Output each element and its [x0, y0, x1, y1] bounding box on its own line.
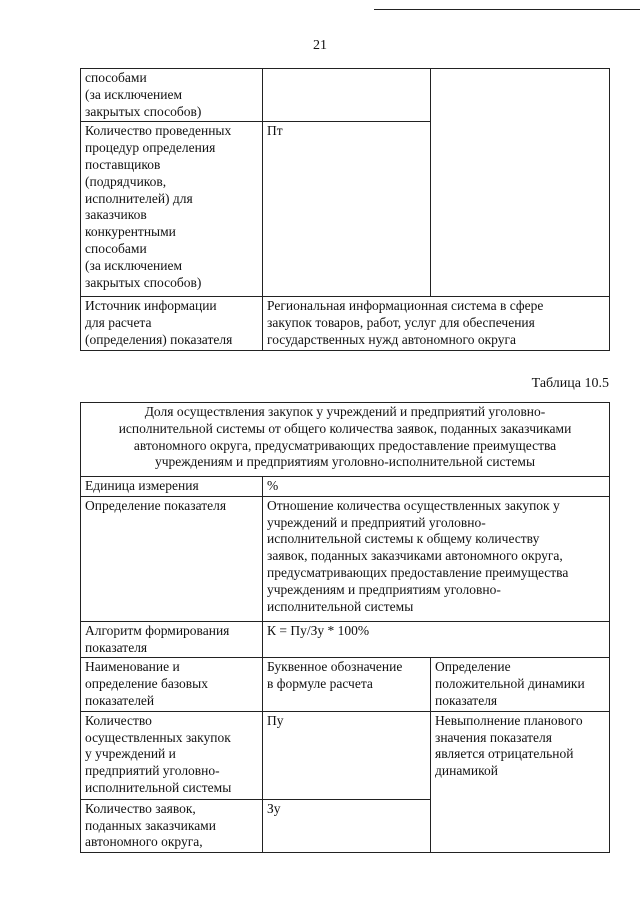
cell-symbol-zu: Зу — [263, 799, 431, 852]
cell-empty — [263, 69, 431, 122]
positive-dynamics-header: Определение положительной динамики показателя — [431, 658, 610, 711]
unit-label: Единица измерения — [81, 477, 263, 497]
table-row — [81, 496, 610, 621]
cell-dynamics-definition: Невыполнение планового значения показателя является отрицательной динамикой — [431, 711, 610, 852]
definition-value: Отношение количества осуществленных закупок у учреждений и предприятий уголовно- исполнительной системы к общему количеству заявок, поданных заказчиками автономного округа, предусматривающих предоставление преимущества учреждениям и предприятиям уголовно- исполнительной системы — [263, 496, 610, 621]
base-indicators-header: Наименование и определение базовых показателей — [81, 658, 263, 711]
table-row — [81, 658, 610, 711]
table-row — [81, 297, 610, 351]
cell-empty-merged — [431, 69, 610, 297]
cell-procedures-count: Количество проведенных процедур определения поставщиков (подрядчиков, исполнителей) для заказчиков конкурентными способами (за исключением закрытых способов) — [81, 122, 263, 297]
top-rule — [374, 9, 640, 10]
table-caption: Таблица 10.5 — [531, 376, 609, 391]
algorithm-label: Алгоритм формирования показателя — [81, 621, 263, 658]
table-row — [81, 69, 610, 122]
cell-method-continued: способами (за исключением закрытых способов) — [81, 69, 263, 122]
definition-label: Определение показателя — [81, 496, 263, 621]
letter-designation-header: Буквенное обозначение в формуле расчета — [263, 658, 431, 711]
cell-symbol-pt: Пт — [263, 122, 431, 297]
cell-symbol-pu: Пу — [263, 711, 431, 799]
table-row — [81, 403, 610, 477]
page-number: 21 — [313, 38, 327, 53]
cell-info-source-value: Региональная информационная система в сфере закупок товаров, работ, услуг для обеспечения государственных нужд автономного округа — [263, 297, 610, 351]
table-row — [81, 621, 610, 658]
indicator-title: Доля осуществления закупок у учреждений и предприятий уголовно- исполнительной системы от общего количества заявок, поданных заказчиками автономного округа, предусматривающих предоставление преимущества учреждениям и предприятиям уголовно-исполнительной системы — [81, 403, 610, 477]
indicator-table-10-5 — [80, 402, 610, 853]
table-row — [81, 477, 610, 497]
cell-info-source-label: Источник информации для расчета (определения) показателя — [81, 297, 263, 351]
table-row — [81, 711, 610, 799]
algorithm-formula: К = Пу/Зу * 100% — [263, 621, 610, 658]
cell-applications-count: Количество заявок, поданных заказчиками автономного округа, — [81, 799, 263, 852]
cell-purchases-count: Количество осуществленных закупок у учреждений и предприятий уголовно- исполнительной системы — [81, 711, 263, 799]
indicator-table-continued — [80, 68, 610, 351]
unit-value: % — [263, 477, 610, 497]
